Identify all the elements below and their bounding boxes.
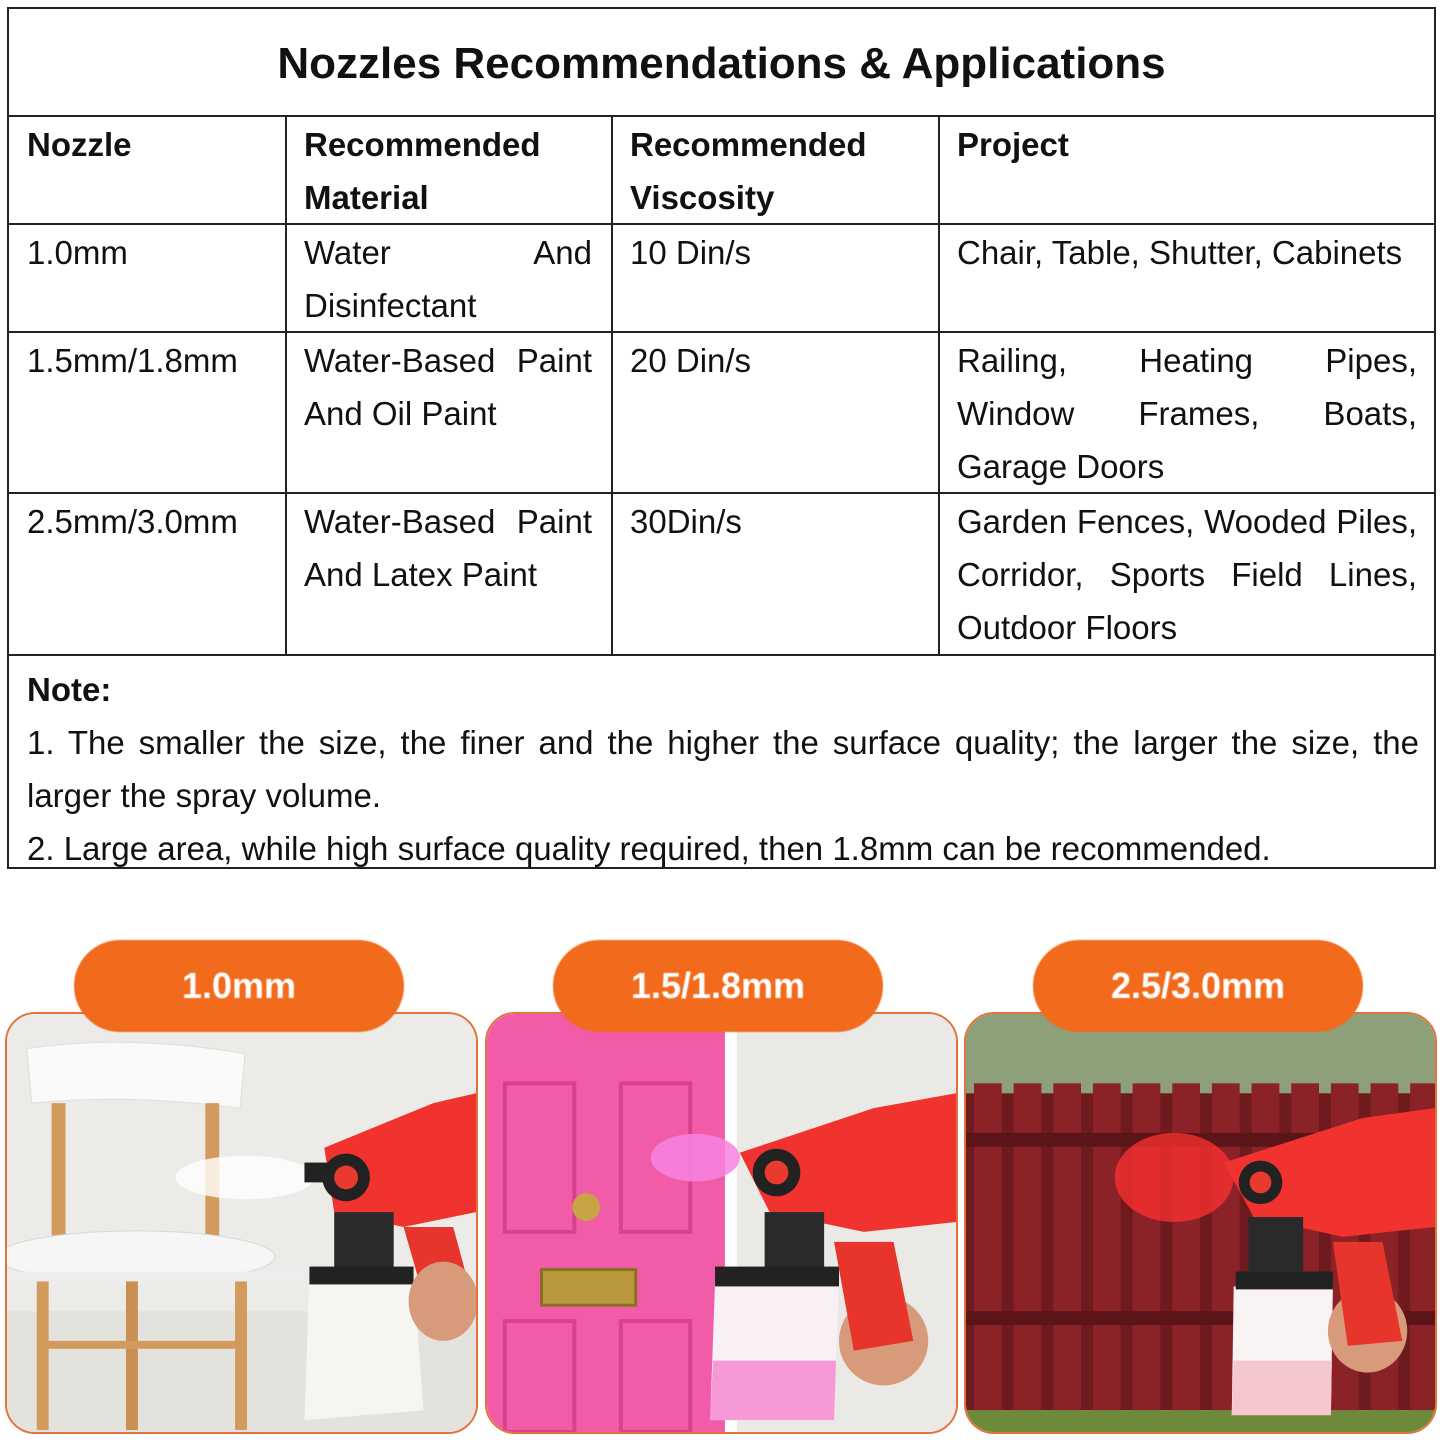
cell-viscosity: 30Din/s (630, 503, 742, 540)
divider (938, 115, 940, 654)
divider (9, 115, 1434, 117)
cell-project: Garden Fences, Wooded Piles, Corridor, Sports Field Lines, Outdoor Floors (957, 503, 1417, 646)
divider (285, 115, 287, 654)
cell-project: Railing, Heating Pipes, Window Frames, Boats, Garage Doors (957, 342, 1417, 485)
divider (9, 654, 1434, 656)
header-project: Project (957, 126, 1069, 163)
note-line-2: 2. Large area, while high surface quality required, then 1.8mm can be recommended. (27, 830, 1271, 867)
nozzle-table (7, 7, 1436, 869)
header-nozzle: Nozzle (27, 126, 132, 163)
photo-chair (5, 1012, 478, 1434)
divider (611, 115, 613, 654)
label-2-5mm: 2.5/3.0mm (1033, 940, 1363, 1032)
table-title: Nozzles Recommendations & Applications (277, 39, 1166, 88)
header-material: Recommended Material (304, 126, 541, 216)
photo-pink-door (485, 1012, 958, 1434)
label-1mm: 1.0mm (74, 940, 404, 1032)
cell-viscosity: 10 Din/s (630, 234, 752, 271)
header-viscosity: Recommended Viscosity (630, 126, 867, 216)
cell-material: Water And Disinfectant (304, 234, 592, 324)
divider (9, 331, 1434, 333)
photo-red-fence (964, 1012, 1437, 1434)
cell-project: Chair, Table, Shutter, Cabinets (957, 234, 1403, 271)
cell-nozzle: 2.5mm/3.0mm (27, 503, 238, 540)
cell-material: Water-Based Paint And Oil Paint (304, 342, 592, 432)
cell-nozzle: 1.5mm/1.8mm (27, 342, 238, 379)
note-line-1: 1. The smaller the size, the finer and the higher the surface quality; the larger the size, the larger the spray volume. (27, 724, 1419, 814)
cell-material: Water-Based Paint And Latex Paint (304, 503, 592, 593)
label-1-5mm: 1.5/1.8mm (553, 940, 883, 1032)
cell-nozzle: 1.0mm (27, 234, 128, 271)
cell-viscosity: 20 Din/s (630, 342, 752, 379)
note-title: Note: (27, 671, 112, 708)
